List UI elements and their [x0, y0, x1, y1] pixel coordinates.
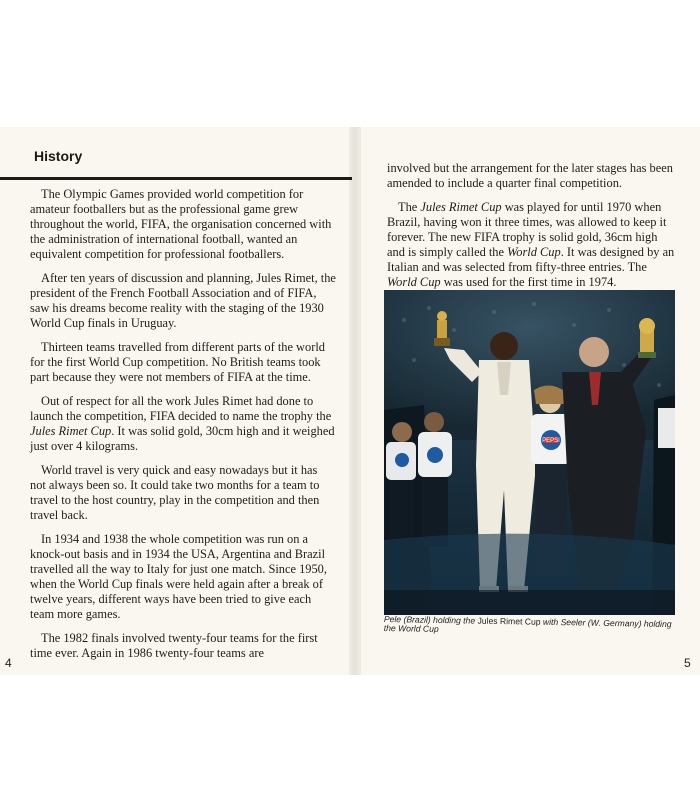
italic-title: Jules Rimet Cup — [420, 200, 502, 214]
caption-text: Pele (Brazil) holding the — [383, 614, 478, 626]
book-gutter — [349, 127, 361, 675]
text-run: was played for until 1970 when Brazil, having won it three times, was allowed to keep it forever. The new FIFA trophy is solid gold, 36cm high and is simply called the — [387, 200, 667, 259]
pepsi-logo-text: PEPSI — [542, 438, 560, 444]
text-run: was used for the first time in 1974. — [440, 275, 617, 289]
page-number-right: 5 — [684, 656, 691, 670]
child-second-figure — [418, 412, 452, 547]
photo-illustration — [384, 290, 675, 615]
body-paragraph: The Olympic Games provided world competition for amateur footballers but as the professional game grew throughout the world, FIFA, the organisation concerned with the administration of international football, wanted an equivalent competition for professional footballers. — [30, 187, 332, 261]
photo-pele-and-seeler — [384, 290, 675, 615]
body-paragraph — [387, 200, 677, 290]
heading-rule — [0, 177, 352, 180]
body-paragraph: In 1934 and 1938 the whole competition was run on a knock-out basis and in 1934 the USA, Argentina and Brazil travelled all the way to Italy for just one match. Since 1950, when the World Cup finals were held again after a break of twelve years, different ways have been tried to give each team more games. — [30, 532, 327, 621]
italic-title: World Cup — [507, 245, 561, 259]
body-paragraph — [30, 394, 336, 454]
caption-text: with Seeler (W. Germany) holding the World Cup — [383, 616, 672, 634]
section-heading: History — [34, 148, 83, 164]
left-page-body — [30, 187, 336, 670]
italic-title: World Cup — [387, 275, 441, 289]
text-run: . It was solid gold, 30cm high and it weighed just over 4 kilograms. — [30, 424, 335, 453]
body-paragraph: The 1982 finals involved twenty-four teams for the first time ever. Again in 1986 twenty-four teams are — [30, 631, 318, 660]
page-number-left: 4 — [5, 656, 12, 670]
body-paragraph: Thirteen teams travelled from different parts of the world for the first World Cup competition. No British teams took part because they were not members of FIFA at the time. — [30, 340, 325, 384]
text-run: . It was designed by an Italian and was selected from fifty-three entries. The — [387, 245, 675, 274]
text-run: The — [398, 200, 421, 214]
body-paragraph: involved but the arrangement for the later stages has been amended to include a quarter final competition. — [387, 161, 673, 190]
body-paragraph: World travel is very quick and easy nowadays but it has not always been so. It could take two months for a team to travel to the host country, play in the competition and then travel back. — [30, 463, 320, 522]
text-run: Out of respect for all the work Jules Rimet had done to launch the competition, FIFA decided to name the trophy the — [30, 394, 332, 423]
caption-text: Jules Rimet Cup — [477, 615, 541, 627]
italic-title: Jules Rimet Cup — [30, 424, 112, 438]
right-page-body — [387, 161, 677, 299]
body-paragraph: After ten years of discussion and planning, Jules Rimet, the president of the French Football Association and of FIFA, saw his dreams become reality with the staging of the 1930 World Cup finals in Uruguay. — [30, 271, 336, 330]
